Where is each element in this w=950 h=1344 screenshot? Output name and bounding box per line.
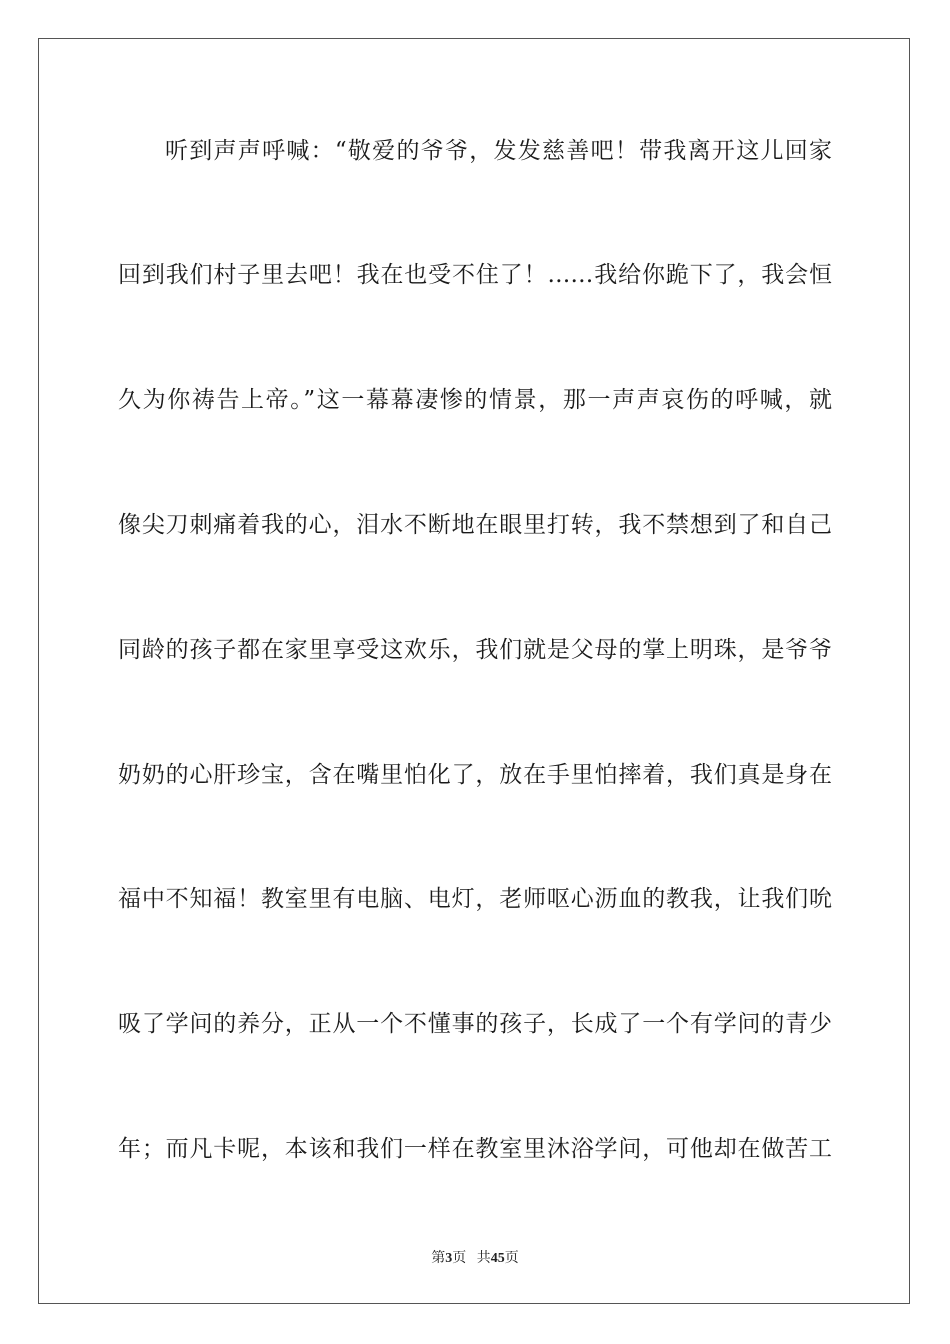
page-border (38, 38, 910, 1304)
text-line-8: 吸了学问的养分，正从一个不懂事的孩子，长成了一个有学问的青少 (118, 1011, 832, 1037)
page-suffix: 页 (452, 1251, 467, 1266)
page-prefix: 第 (431, 1251, 446, 1266)
text-line-1: 听到声声呼喊：“敬爱的爷爷，发发慈善吧！带我离开这儿回家 (165, 138, 832, 164)
total-prefix: 共 (476, 1251, 491, 1266)
text-line-2: 回到我们村子里去吧！我在也受不住了！……我给你跪下了，我会恒 (118, 262, 832, 288)
page-footer (0, 1247, 950, 1267)
text-line-3: 久为你祷告上帝。”这一幕幕凄惨的情景，那一声声哀伤的呼喊，就 (118, 387, 832, 413)
text-line-5: 同龄的孩子都在家里享受这欢乐，我们就是父母的掌上明珠，是爷爷 (118, 637, 832, 663)
page-number: 3 (445, 1251, 453, 1266)
total-pages: 45 (490, 1251, 505, 1266)
text-line-4: 像尖刀刺痛着我的心，泪水不断地在眼里打转，我不禁想到了和自己 (118, 512, 832, 538)
text-line-6: 奶奶的心肝珍宝，含在嘴里怕化了，放在手里怕摔着，我们真是身在 (118, 762, 832, 788)
text-line-7: 福中不知福！教室里有电脑、电灯，老师呕心沥血的教我，让我们吮 (118, 886, 832, 912)
text-line-9: 年；而凡卡呢，本该和我们一样在教室里沐浴学问，可他却在做苦工 (118, 1136, 832, 1162)
total-suffix: 页 (504, 1251, 519, 1266)
